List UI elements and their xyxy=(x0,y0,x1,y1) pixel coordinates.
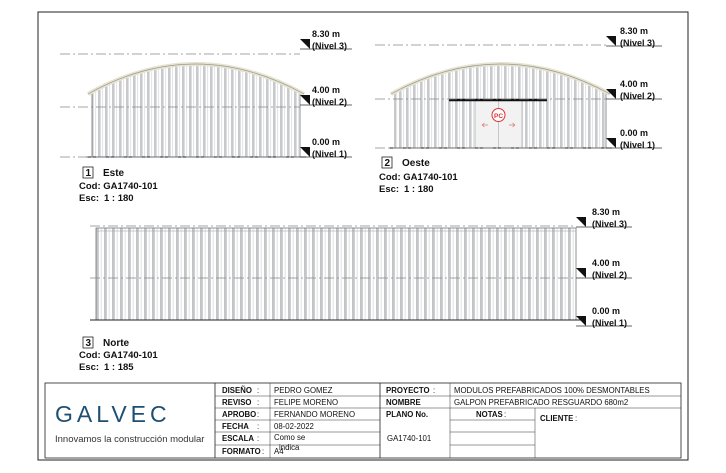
level-value: 8.30 m xyxy=(592,207,621,217)
level-value: 4.00 m xyxy=(592,258,621,268)
nombre-value: GALPON PREFABRICADO RESGUARDO 680m2 xyxy=(454,398,629,407)
view-title: Este xyxy=(103,168,125,179)
escala-value: Como se xyxy=(274,433,306,442)
level-label: (Nivel 1) xyxy=(620,140,656,150)
elevation-east xyxy=(60,29,352,204)
elevation-west xyxy=(375,26,662,195)
brand-logo: GALVEC xyxy=(55,401,171,427)
aprobo-value: FERNANDO MORENO xyxy=(274,410,356,419)
colon: : xyxy=(433,386,436,395)
view-number: 2 xyxy=(384,158,391,169)
level-label: (Nivel 1) xyxy=(312,149,348,159)
nombre-label: NOMBRE xyxy=(386,398,421,407)
formato-label: FORMATO xyxy=(222,447,261,456)
view-title: Oeste xyxy=(402,158,430,169)
view-number: 3 xyxy=(85,338,92,349)
level-label: (Nivel 3) xyxy=(592,219,628,229)
level-value: 0.00 m xyxy=(312,137,341,147)
level-marker-mid xyxy=(300,95,310,105)
escala-label: ESCALA xyxy=(222,434,255,443)
diseno-value: PEDRO GOMEZ xyxy=(274,386,333,395)
view-scale-label: Esc: xyxy=(79,362,100,373)
view-scale-label: Esc: xyxy=(79,193,100,204)
view-code: Cod: GA1740-101 xyxy=(79,350,158,361)
colon: : xyxy=(575,414,578,423)
view-scale-label: Esc: xyxy=(379,184,400,195)
level-marker-top xyxy=(300,39,310,49)
fecha-value: 08-02-2022 xyxy=(274,422,314,431)
level-value: 0.00 m xyxy=(620,128,649,138)
view-title: Norte xyxy=(103,338,130,349)
level-label: (Nivel 2) xyxy=(312,97,348,107)
level-label: (Nivel 3) xyxy=(620,38,656,48)
plano-value: GA1740-101 xyxy=(387,434,432,443)
colon: : xyxy=(504,410,507,419)
proyecto-label: PROYECTO xyxy=(386,386,430,395)
level-value: 4.00 m xyxy=(620,79,649,89)
fecha-label: FECHA xyxy=(222,422,249,431)
level-value: 4.00 m xyxy=(312,85,341,95)
level-marker-base xyxy=(300,147,310,157)
aprobo-label: APROBO xyxy=(222,410,257,419)
view-number: 1 xyxy=(85,168,92,179)
view-scale-value: 1 : 180 xyxy=(104,193,134,204)
level-marker-mid xyxy=(576,268,586,278)
level-label: (Nivel 2) xyxy=(620,91,656,101)
colon: : xyxy=(262,447,265,456)
level-marker-base xyxy=(606,138,616,148)
level-value: 8.30 m xyxy=(620,26,649,36)
plano-label: PLANO No. xyxy=(386,410,429,419)
title-block xyxy=(45,383,681,458)
reviso-value: FELIPE MORENO xyxy=(274,398,339,407)
colon: : xyxy=(257,386,260,395)
level-value: 0.00 m xyxy=(592,306,621,316)
view-code: Cod: GA1740-101 xyxy=(379,172,458,183)
colon: : xyxy=(257,410,260,419)
level-marker-base xyxy=(576,316,586,326)
view-code: Cod: GA1740-101 xyxy=(79,181,158,192)
formato-value: A4 xyxy=(274,447,284,456)
level-value: 8.30 m xyxy=(312,29,341,39)
reviso-label: REVISO xyxy=(222,398,252,407)
brand-tagline: Innovamos la construcción modular xyxy=(55,434,205,445)
long-wall xyxy=(96,228,576,320)
view-scale-value: 1 : 185 xyxy=(104,362,134,373)
colon: : xyxy=(257,434,260,443)
level-label: (Nivel 2) xyxy=(592,270,628,280)
diseno-label: DISEÑO xyxy=(222,386,252,395)
escala-value-2: indica xyxy=(279,443,300,452)
door-badge-label: PC xyxy=(493,113,504,120)
cliente-label: CLIENTE xyxy=(540,414,574,423)
notas-label: NOTAS xyxy=(476,410,503,419)
level-label: (Nivel 3) xyxy=(312,41,348,51)
elevation-north xyxy=(79,207,632,373)
level-label: (Nivel 1) xyxy=(592,318,628,328)
level-marker-top xyxy=(576,217,586,227)
colon: : xyxy=(257,398,260,407)
level-marker-top xyxy=(606,36,616,46)
colon: : xyxy=(257,422,260,431)
proyecto-value: MODULOS PREFABRICADOS 100% DESMONTABLES xyxy=(454,386,650,395)
view-scale-value: 1 : 180 xyxy=(404,184,434,195)
